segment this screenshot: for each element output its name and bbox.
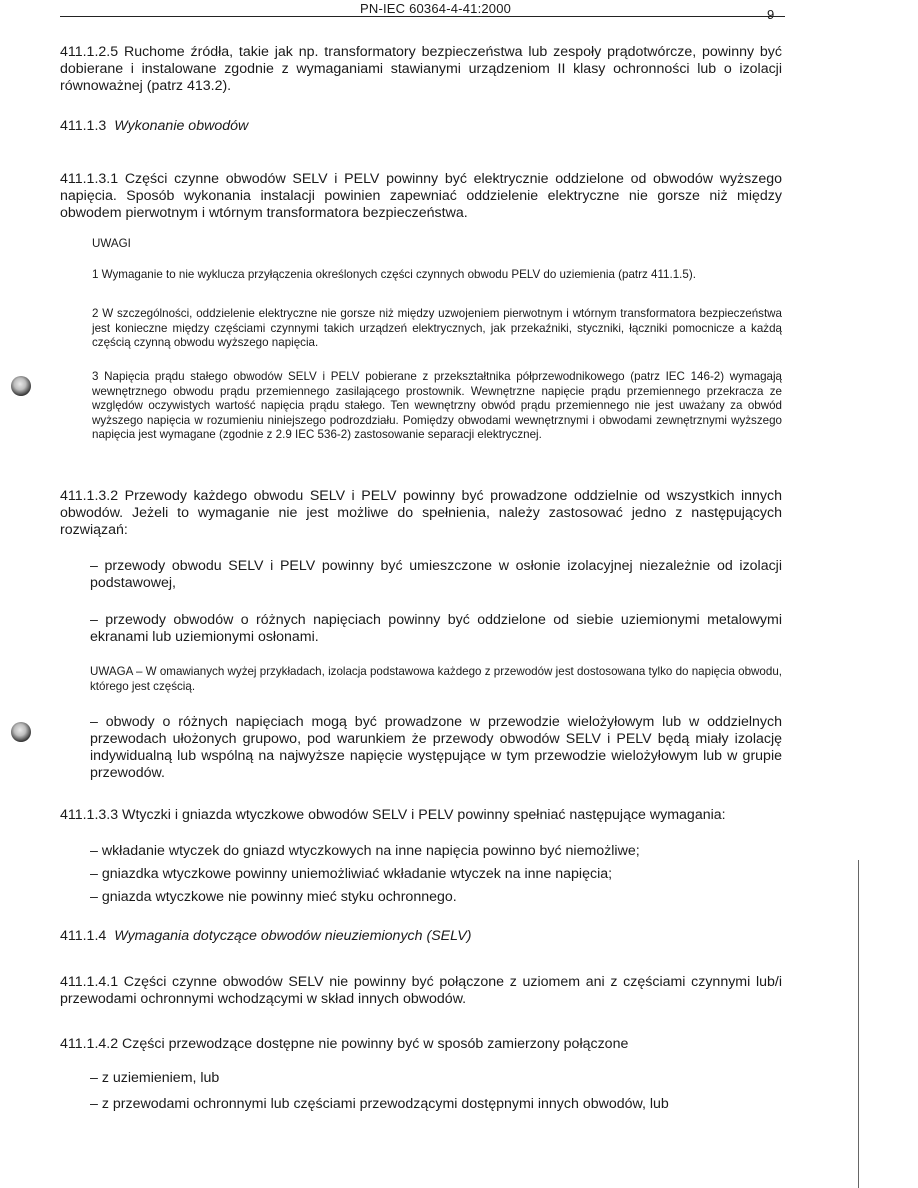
header-rule: [60, 16, 785, 17]
list-item: – gniazdka wtyczkowe powinny uniemożliwiać wkładanie wtyczek na inne napięcia;: [90, 866, 613, 882]
section-heading-411-1-4: [60, 928, 782, 945]
page-number: 9: [767, 7, 775, 22]
note-single: UWAGA – W omawianych wyżej przykładach, izolacja podstawowa każdego z przewodów jest dostosowana tylko do napięcia obwodu, którego jest częścią.: [90, 665, 782, 693]
list-item: – z przewodami ochronnymi lub częściami przewodzącymi dostępnymi innych obwodów, lub: [90, 1096, 669, 1112]
header-title: PN-IEC 60364-4-41:2000: [360, 1, 512, 16]
paragraph-411-1-4-2: 411.1.4.2 Części przewodzące dostępne nie powinny być w sposób zamierzony połączone: [60, 1036, 629, 1052]
scan-edge-line: [858, 860, 859, 1188]
section-number: 411.1.3: [60, 118, 107, 134]
note-1: 1 Wymaganie to nie wyklucza przyłączenia określonych części czynnych obwodu PELV do uziemienia (patrz 411.1.5).: [92, 268, 696, 281]
punch-hole-icon: [11, 376, 31, 396]
section-number: 411.1.4: [60, 928, 107, 944]
list-item: – przewody obwodu SELV i PELV powinny być umieszczone w osłonie izolacyjnej niezależnie od izolacji podstawowej,: [90, 558, 782, 591]
section-title: Wymagania dotyczące obwodów nieuziemionych (SELV): [114, 928, 472, 944]
list-item: – gniazda wtyczkowe nie powinny mieć styku ochronnego.: [90, 889, 457, 905]
paragraph-411-1-3-3: 411.1.3.3 Wtyczki i gniazda wtyczkowe obwodów SELV i PELV powinny spełniać następujące wymagania:: [60, 807, 726, 823]
notes-label: UWAGI: [92, 237, 131, 250]
list-item: – wkładanie wtyczek do gniazd wtyczkowych na inne napięcia powinno być niemożliwe;: [90, 843, 640, 859]
list-item: – z uziemieniem, lub: [90, 1070, 220, 1086]
punch-hole-icon: [11, 722, 31, 742]
note-2: 2 W szczególności, oddzielenie elektryczne nie gorsze niż między uzwojeniem pierwotnym i wtórnym transformatora bezpieczeństwa jest konieczne między częściami czynnymi takich urządzeń elektrycznych, jak przekaźniki, styczniki, łączniki pomocnicze a każdą częścią czynną obwodu wyższego napięcia.: [92, 307, 782, 349]
note-3: 3 Napięcia prądu stałego obwodów SELV i PELV pobierane z przekształtnika półprzewodnikowego (patrz IEC 146-2) wymagają wewnętrznego obwodu prądu przemiennego zasilającego prostownik. Wewnętrzne napięcie prądu przemiennego przekracza ze względów oczywistych wartość napięcia prądu stałego. Ten wewnętrzny obwód prądu przemiennego nie jest uważany za obwód wyższego napięcia w rozumieniu niniejszego podrozdziału. Pomiędzy obwodami wewnętrznymi i obwodami zewnętrznymi wyższego napięcia jest wymagane (zgodnie z 2.9 IEC 536-2) zastosowanie separacji elektrycznej.: [92, 370, 782, 441]
section-heading-411-1-3: [60, 118, 782, 135]
section-title: Wykonanie obwodów: [114, 118, 249, 134]
paragraph-411-1-4-1: 411.1.4.1 Części czynne obwodów SELV nie powinny być połączone z uziomem ani z częściami czynnymi lub/i przewodami ochronnymi wchodzącymi w skład innych obwodów.: [60, 974, 782, 1007]
paragraph-411-1-3-2: 411.1.3.2 Przewody każdego obwodu SELV i PELV powinny być prowadzone oddzielnie od wszystkich innych obwodów. Jeżeli to wymaganie nie jest możliwe do spełnienia, należy zastosować jedno z następujących rozwiązań:: [60, 488, 782, 538]
paragraph-411-1-3-1: 411.1.3.1 Części czynne obwodów SELV i PELV powinny być elektrycznie oddzielone od obwodów wyższego napięcia. Sposób wykonania instalacji powinien zapewniać oddzielenie elektryczne nie gorsze niż między obwodem pierwotnym i wtórnym transformatora bezpieczeństwa.: [60, 171, 782, 221]
list-item: – przewody obwodów o różnych napięciach powinny być oddzielone od siebie uziemionymi metalowymi ekranami lub uziemionymi osłonami.: [90, 612, 782, 645]
paragraph-411-1-2-5: 411.1.2.5 Ruchome źródła, takie jak np. transformatory bezpieczeństwa lub zespoły prądotwórcze, powinny być dobierane i instalowane zgodnie z wymaganiami stawianymi urządzeniom II klasy ochronności lub o izolacji równoważnej (patrz 413.2).: [60, 44, 782, 94]
list-item: – obwody o różnych napięciach mogą być prowadzone w przewodzie wielożyłowym lub w oddzielnych przewodach ułożonych grupowo, pod warunkiem że przewody obwodów SELV i PELV będą miały izolację indywidualną lub wspólną na najwyższe napięcie występujące w tym przewodzie wielożyłowym lub w grupie przewodów.: [90, 714, 782, 781]
